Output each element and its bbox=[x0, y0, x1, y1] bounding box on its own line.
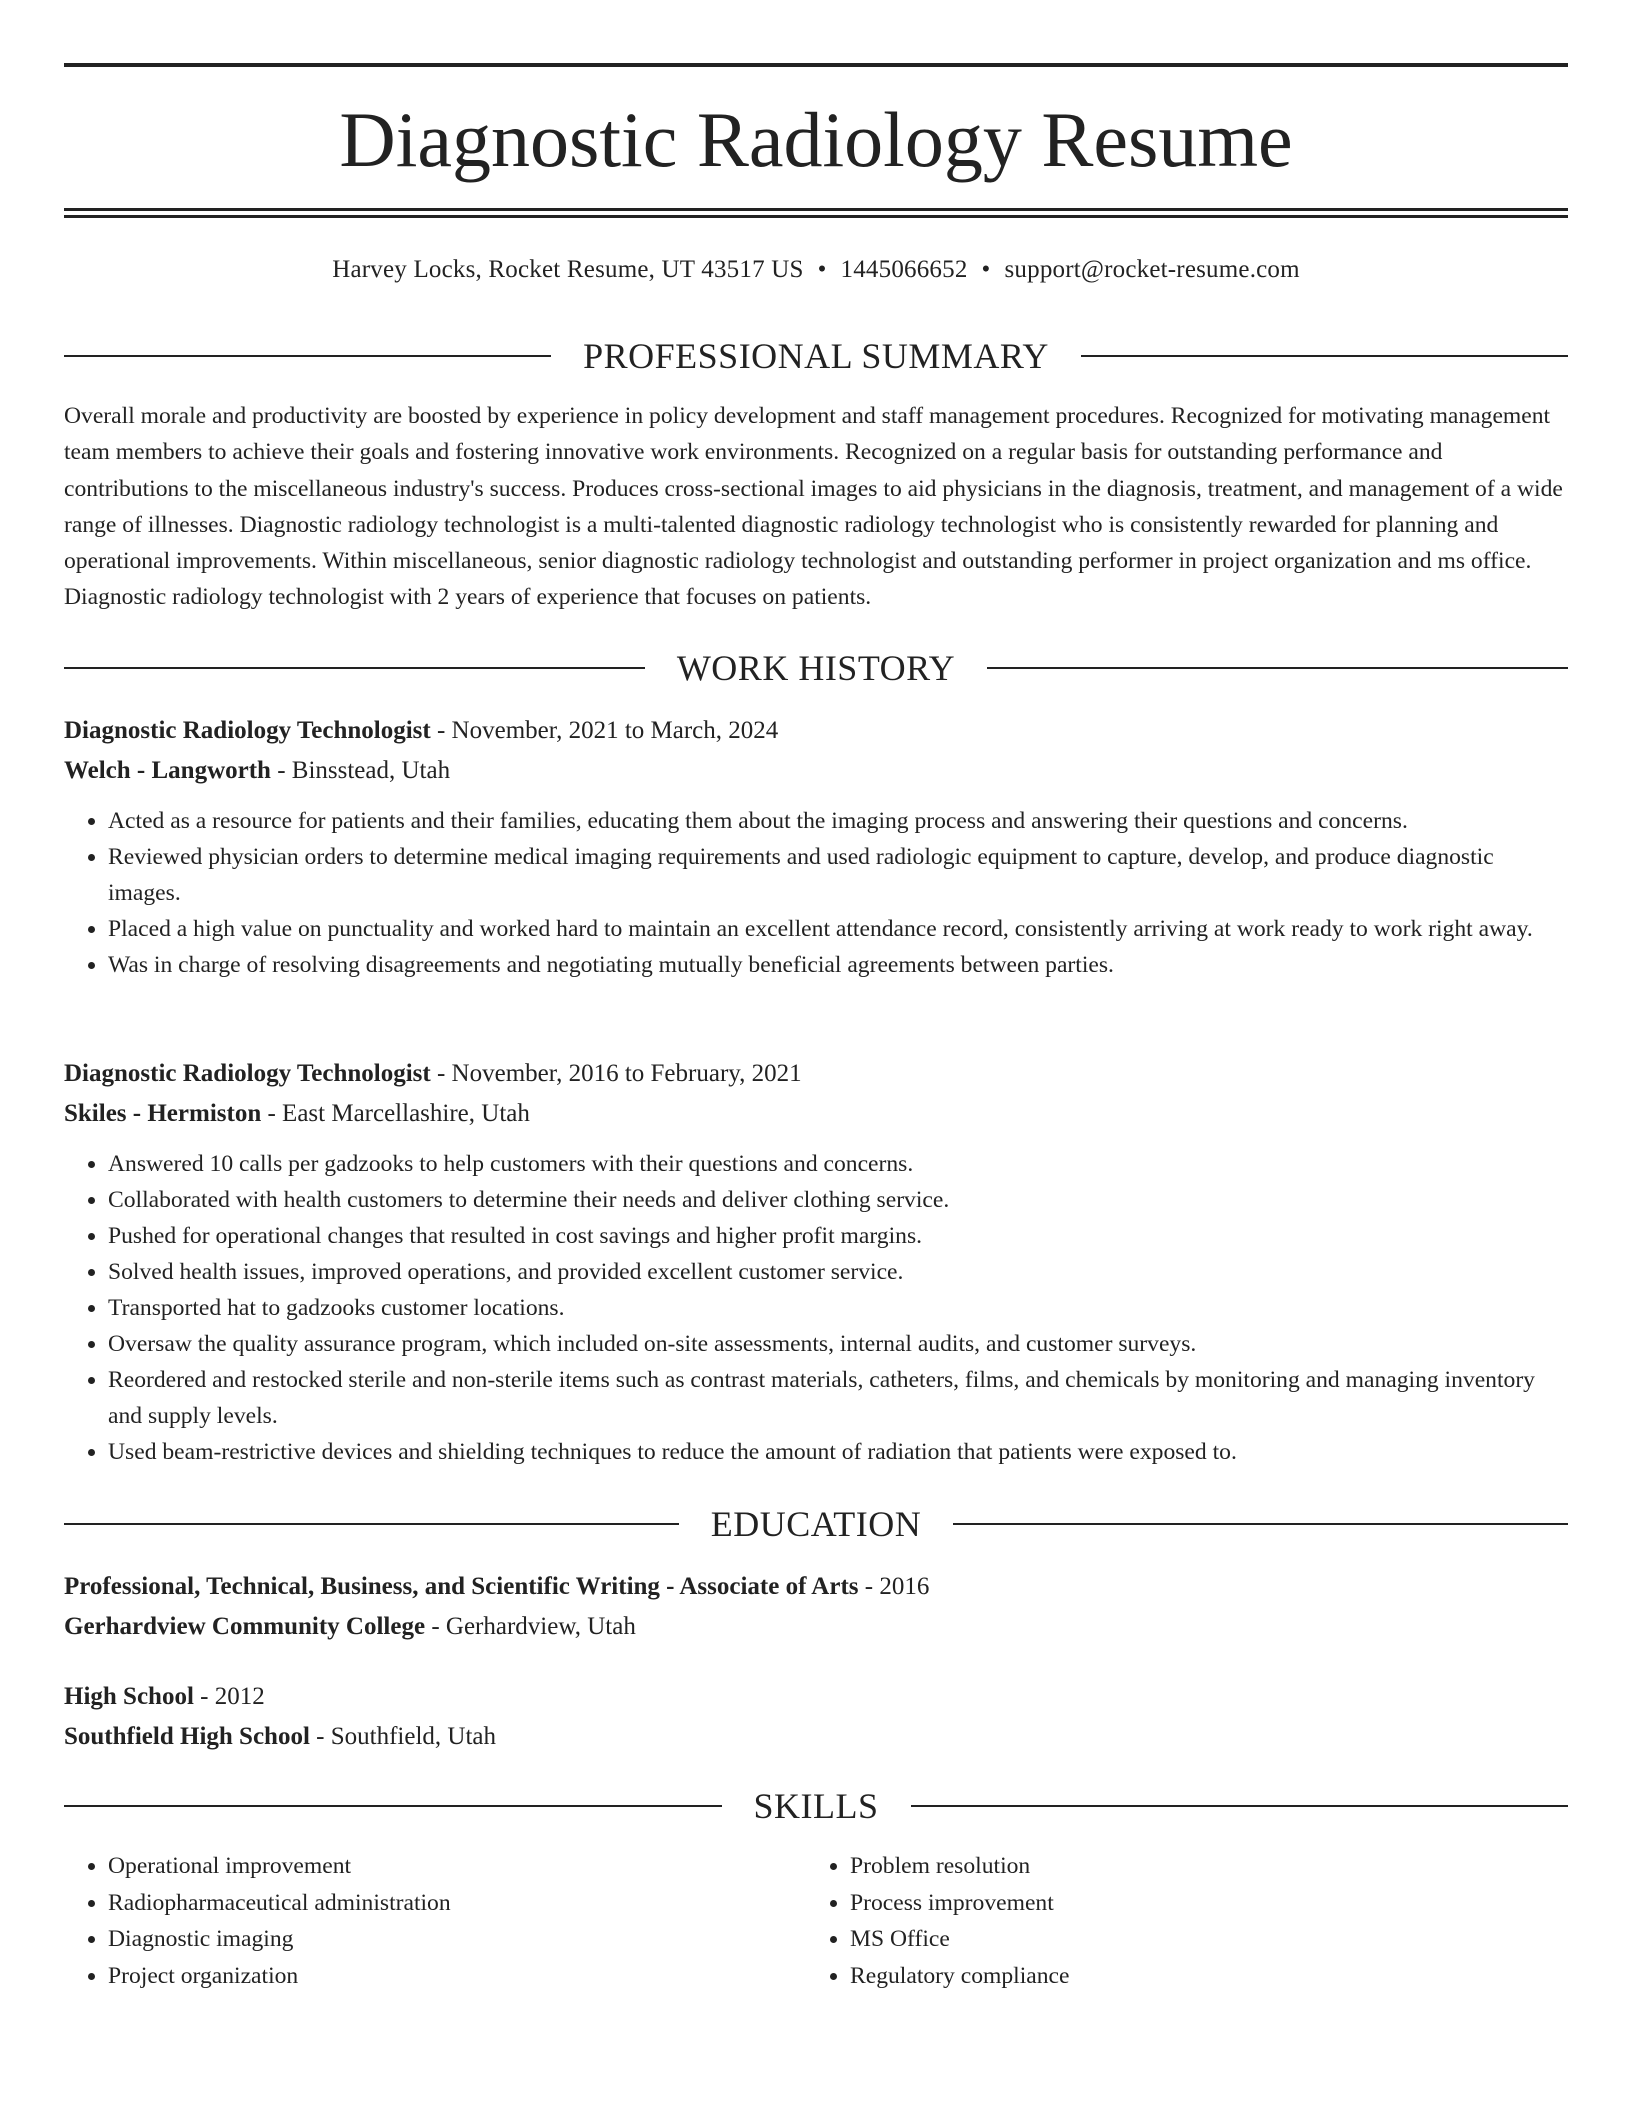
contact-separator: • bbox=[981, 256, 991, 283]
list-item: • Placed a high value on punctuality and worked hard to maintain an excellent attendance record, consistently arriving at work ready to work right away. bbox=[108, 911, 1568, 947]
job-title: Diagnostic Radiology Technologist bbox=[64, 717, 431, 744]
contact-phone: 1445066652 bbox=[840, 256, 968, 283]
job-dates: - November, 2021 to March, 2024 bbox=[430, 717, 779, 744]
education-degree: Professional, Technical, Business, and Scientific Writing - Associate of Arts bbox=[64, 1573, 859, 1600]
job-employer-row bbox=[64, 751, 1568, 791]
list-item: • Collaborated with health customers to determine their needs and deliver clothing service. bbox=[108, 1182, 1568, 1218]
education-school-row bbox=[64, 1607, 1568, 1647]
education-degree-row bbox=[64, 1677, 1568, 1717]
section-rule bbox=[911, 1805, 1569, 1807]
section-header-summary bbox=[64, 336, 1568, 376]
section-rule bbox=[987, 667, 1568, 669]
list-item: • MS Office bbox=[850, 1921, 1548, 1958]
section-title: WORK HISTORY bbox=[676, 648, 956, 688]
section-rule bbox=[1081, 355, 1568, 357]
list-item: • Answered 10 calls per gadzooks to help customers with their questions and concerns. bbox=[108, 1146, 1568, 1182]
section-rule bbox=[64, 667, 645, 669]
skills-list-left bbox=[64, 1848, 806, 1994]
list-item: • Oversaw the quality assurance program, which included on-site assessments, internal audits, and customer surveys. bbox=[108, 1326, 1568, 1362]
list-item: • Reviewed physician orders to determine medical imaging requirements and used radiologic equipment to capture, develop, and produce diagnostic images. bbox=[108, 839, 1568, 911]
contact-separator: • bbox=[817, 256, 827, 283]
education-entry bbox=[64, 1677, 1568, 1757]
page-title: Diagnostic Radiology Resume bbox=[339, 96, 1293, 183]
title-double-rule bbox=[64, 208, 1568, 218]
education-entry bbox=[64, 1567, 1568, 1647]
education-school: Southfield High School bbox=[64, 1723, 310, 1750]
section-header-education bbox=[64, 1504, 1568, 1544]
list-item: • Reordered and restocked sterile and non-sterile items such as contrast materials, catheters, films, and chemicals by monitoring and managing inventory and supply levels. bbox=[108, 1362, 1568, 1434]
job-bullets bbox=[64, 803, 1568, 983]
list-item: • Process improvement bbox=[850, 1885, 1548, 1922]
contact-address: Harvey Locks, Rocket Resume, UT 43517 US bbox=[332, 256, 804, 283]
list-item: • Used beam-restrictive devices and shielding techniques to reduce the amount of radiation that patients were exposed to. bbox=[108, 1434, 1568, 1470]
education-school-row bbox=[64, 1717, 1568, 1757]
education-year: - 2016 bbox=[858, 1573, 930, 1600]
education-location: - Southfield, Utah bbox=[309, 1723, 496, 1750]
section-header-skills bbox=[64, 1786, 1568, 1826]
job-bullets bbox=[64, 1146, 1568, 1470]
list-item: • Radiopharmaceutical administration bbox=[108, 1885, 806, 1922]
list-item: • Pushed for operational changes that resulted in cost savings and higher profit margins. bbox=[108, 1218, 1568, 1254]
job-title-row bbox=[64, 1054, 1568, 1094]
education-year: - 2012 bbox=[193, 1683, 265, 1710]
list-item: • Acted as a resource for patients and their families, educating them about the imaging process and answering their questions and concerns. bbox=[108, 803, 1568, 839]
education-degree: High School bbox=[64, 1683, 194, 1710]
job-employer: Welch - Langworth bbox=[64, 757, 271, 784]
section-rule bbox=[64, 1523, 679, 1525]
education-school: Gerhardview Community College bbox=[64, 1613, 426, 1640]
skills-list-right bbox=[806, 1848, 1548, 1994]
section-rule bbox=[64, 355, 551, 357]
list-item: • Problem resolution bbox=[850, 1848, 1548, 1885]
job-location: - East Marcellashire, Utah bbox=[261, 1100, 530, 1127]
summary-text: Overall morale and productivity are boosted by experience in policy development and staff management procedures. Recognized for motivating management team members to achieve their goals and fostering innovative work environments. Recognized on a regular basis for outstanding performance and contributions to the miscellaneous industry's success. Produces cross-sectional images to aid physicians in the diagnosis, treatment, and management of a wide range of illnesses. Diagnostic radiology technologist is a multi-talented diagnostic radiology technologist who is consistently rewarded for planning and operational improvements. Within miscellaneous, senior diagnostic radiology technologist and outstanding performer in project organization and ms office. Diagnostic radiology technologist with 2 years of experience that focuses on patients. bbox=[64, 403, 1563, 611]
job-entry bbox=[64, 711, 1568, 983]
list-item: • Project organization bbox=[108, 1958, 806, 1995]
list-item: • Solved health issues, improved operations, and provided excellent customer service. bbox=[108, 1254, 1568, 1290]
list-item: • Was in charge of resolving disagreements and negotiating mutually beneficial agreements between parties. bbox=[108, 947, 1568, 983]
education-degree-row bbox=[64, 1567, 1568, 1607]
job-entry bbox=[64, 1054, 1568, 1470]
job-title: Diagnostic Radiology Technologist bbox=[64, 1060, 431, 1087]
list-item: • Transported hat to gadzooks customer locations. bbox=[108, 1290, 1568, 1326]
contact-email: support@rocket-resume.com bbox=[1004, 256, 1300, 283]
education-location: - Gerhardview, Utah bbox=[425, 1613, 636, 1640]
job-title-row bbox=[64, 711, 1568, 751]
skills-columns bbox=[64, 1848, 1568, 1994]
section-title: PROFESSIONAL SUMMARY bbox=[583, 336, 1049, 376]
section-header-work-history bbox=[64, 648, 1568, 688]
section-title: EDUCATION bbox=[710, 1504, 922, 1544]
section-title: SKILLS bbox=[753, 1786, 879, 1826]
job-employer: Skiles - Hermiston bbox=[64, 1100, 262, 1127]
list-item: • Operational improvement bbox=[108, 1848, 806, 1885]
list-item: • Diagnostic imaging bbox=[108, 1921, 806, 1958]
job-dates: - November, 2016 to February, 2021 bbox=[430, 1060, 802, 1087]
contact-line bbox=[64, 254, 1568, 286]
job-employer-row bbox=[64, 1094, 1568, 1134]
job-location: - Binsstead, Utah bbox=[270, 757, 451, 784]
list-item: • Regulatory compliance bbox=[850, 1958, 1548, 1995]
section-rule bbox=[953, 1523, 1568, 1525]
top-rule bbox=[64, 63, 1568, 67]
section-rule bbox=[64, 1805, 722, 1807]
